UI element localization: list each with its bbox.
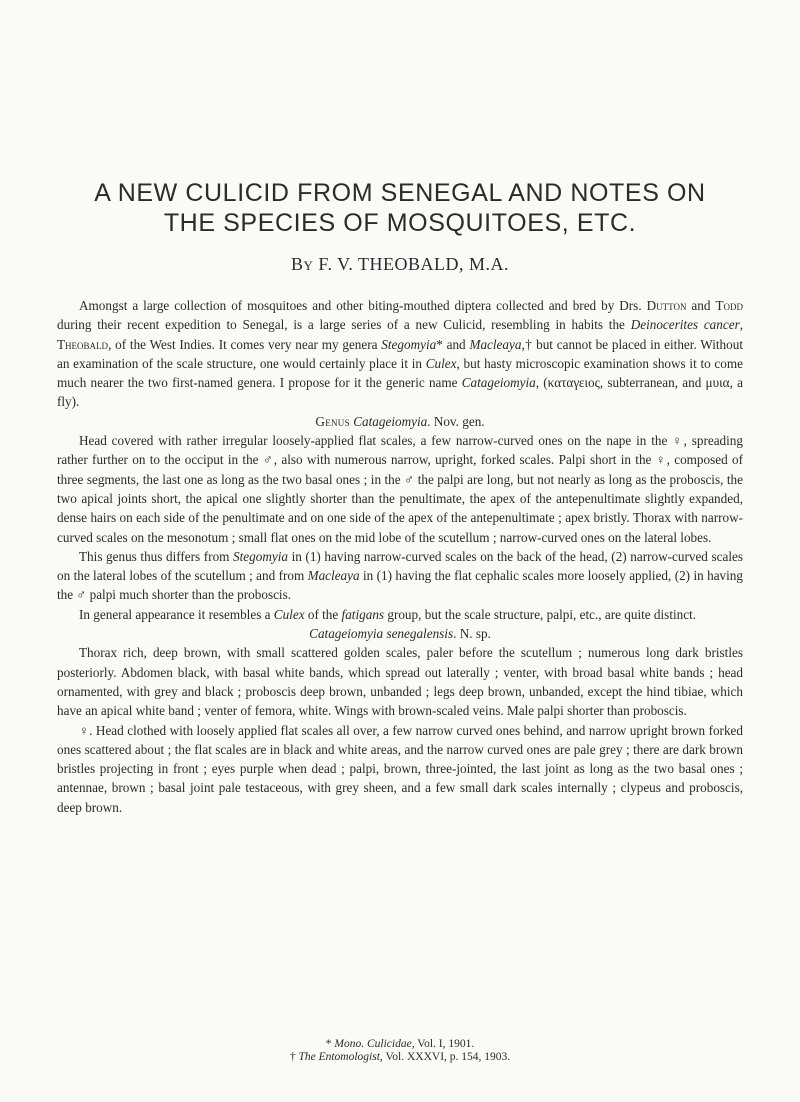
text-run: This genus thus differs from bbox=[79, 548, 234, 564]
article-title-line-2: THE SPECIES OF MOSQUITOES, ETC. bbox=[163, 209, 637, 237]
author-byline bbox=[0, 254, 800, 275]
text-run: ,† but cannot be placed in either. Without an examination of the scale structure, one would certainly place it in bbox=[57, 336, 743, 371]
taxon-name: Culex bbox=[273, 606, 305, 622]
text-run: Amongst a large collection of mosquitoes and other biting-mouthed diptera collected and bred by Drs. bbox=[79, 298, 647, 313]
taxon-name: Macleaya bbox=[469, 336, 522, 352]
text-run: , (καταγειος, subterranean, and μυια, a fly). bbox=[57, 375, 743, 410]
text-run: , of the West Indies. It comes very near my genera bbox=[108, 336, 382, 352]
species-name: Catageiomyia senegalensis bbox=[309, 626, 454, 642]
taxon-name: Deinocerites cancer bbox=[630, 317, 740, 333]
footnote-text: , Vol. I, 1901. bbox=[411, 1038, 475, 1050]
genus-name: Catageiomyia bbox=[353, 413, 428, 429]
byline-prefix: By bbox=[291, 254, 319, 274]
taxon-name: fatigans bbox=[341, 606, 385, 622]
footnote-mark: † bbox=[289, 1051, 299, 1063]
taxon-name: Stegomyia bbox=[381, 336, 437, 352]
text-run: in (1) having narrow-curved scales on the back of the head, (2) narrow-curved scales on the lateral lobes of the scutellum ; and from bbox=[57, 548, 743, 584]
genus-comparison-paragraph bbox=[57, 547, 743, 605]
species-heading bbox=[57, 624, 743, 643]
text-run: * and bbox=[436, 336, 470, 352]
species-description-paragraph: Thorax rich, deep brown, with small scattered golden scales, paler before the scutellum ; numerous long dark bristles posteriorly. Abdomen black, with basal white bands, which spread out laterally ; venter, with broad basal white bands ; head ornamented, with grey and black ; proboscis deep brown, unbanded ; legs deep brown, unbanded, except the hind tibiae, which have an apical white band ; venter of femora, white. Wings with brown-scaled veins. Male palpi shorter than proboscis. bbox=[57, 645, 743, 719]
text-run: In general appearance it resembles a bbox=[79, 606, 274, 622]
footnote-source: Mono. Culicidae bbox=[334, 1038, 412, 1050]
text-run: in (1) having the flat cephalic scales more loosely applied, (2) in having the ♂ palpi much shorter than the proboscis. bbox=[57, 568, 743, 603]
intro-paragraph bbox=[57, 296, 743, 412]
text-run: , bbox=[739, 317, 744, 333]
author-ref-todd: Todd bbox=[715, 298, 743, 313]
text-run: , but hasty microscopic examination shows it to come much nearer the two first-named genera. I propose for it the generic name bbox=[57, 355, 743, 391]
species-status: . N. sp. bbox=[453, 626, 491, 642]
text-run: of the bbox=[304, 606, 342, 622]
text-run: and bbox=[686, 298, 716, 313]
footnote-source: The Entomologist bbox=[298, 1051, 380, 1063]
genus-description-paragraph: Head covered with rather irregular loosely-applied flat scales, a few narrow-curved ones on the nape in the ♀, spreading rather further on to the occiput in the ♂, also with numerous narrow, upright, forked scales. Palpi short in the ♀, composed of three segments, the last one as long as the two basal ones ; in the ♂ the palpi are long, but not nearly as long as the proboscis, the two apical joints short, the apical one slightly shorter than the penultimate, the apex of the antepenultimate slightly expanded, dense hairs on each side of the penultimate and on one side of the apex of the antepenultimate ; apex bristly. Thorax with narrow-curved scales on the mesonotum ; small flat ones on the mid lobe of the scutellum ; narrow-curved ones on the lateral lobes. bbox=[57, 433, 743, 545]
article-body bbox=[57, 296, 743, 817]
footnote-2 bbox=[0, 1051, 800, 1064]
taxon-name: Stegomyia bbox=[233, 548, 288, 564]
taxon-name: Culex bbox=[425, 355, 457, 371]
genus-heading bbox=[57, 412, 743, 431]
author-name: F. V. THEOBALD, M.A. bbox=[318, 254, 509, 274]
female-description-paragraph: ♀. Head clothed with loosely applied flat scales all over, a few narrow curved ones behind, and narrow upright brown forked ones scattered about ; the flat scales are in black and white areas, and the narrow curved ones are pale grey ; there are dark brown bristles projecting in front ; eyes purple when dead ; palpi, brown, three-jointed, the last joint as long as the two basal ones ; antennae, brown ; basal joint pale testaceous, with grey sheen, and a few small dark scales internally ; clypeus and proboscis, deep brown. bbox=[57, 722, 743, 815]
text-run: group, but the scale structure, palpi, etc., are quite distinct. bbox=[384, 606, 697, 622]
article-title-line-1: A NEW CULICID FROM SENEGAL AND NOTES ON bbox=[94, 179, 706, 207]
footnotes bbox=[0, 1038, 800, 1064]
author-ref-dutton: Dutton bbox=[646, 298, 687, 313]
article-title bbox=[0, 178, 800, 238]
genus-label: Genus bbox=[315, 413, 350, 429]
footnote-text: , Vol. XXXVI, p. 154, 1903. bbox=[379, 1051, 511, 1063]
footnote-mark: * bbox=[325, 1038, 335, 1050]
genus-status: . Nov. gen. bbox=[427, 413, 485, 429]
general-appearance-paragraph bbox=[57, 605, 743, 624]
text-run: during their recent expedition to Senegal, is a large series of a new Culicid, resembling in habits the bbox=[57, 317, 631, 333]
taxon-name: Macleaya bbox=[307, 568, 360, 584]
footnote-1 bbox=[0, 1038, 800, 1051]
taxon-name: Catageiomyia bbox=[461, 375, 536, 391]
author-ref-theobald: Theobald bbox=[57, 336, 109, 352]
